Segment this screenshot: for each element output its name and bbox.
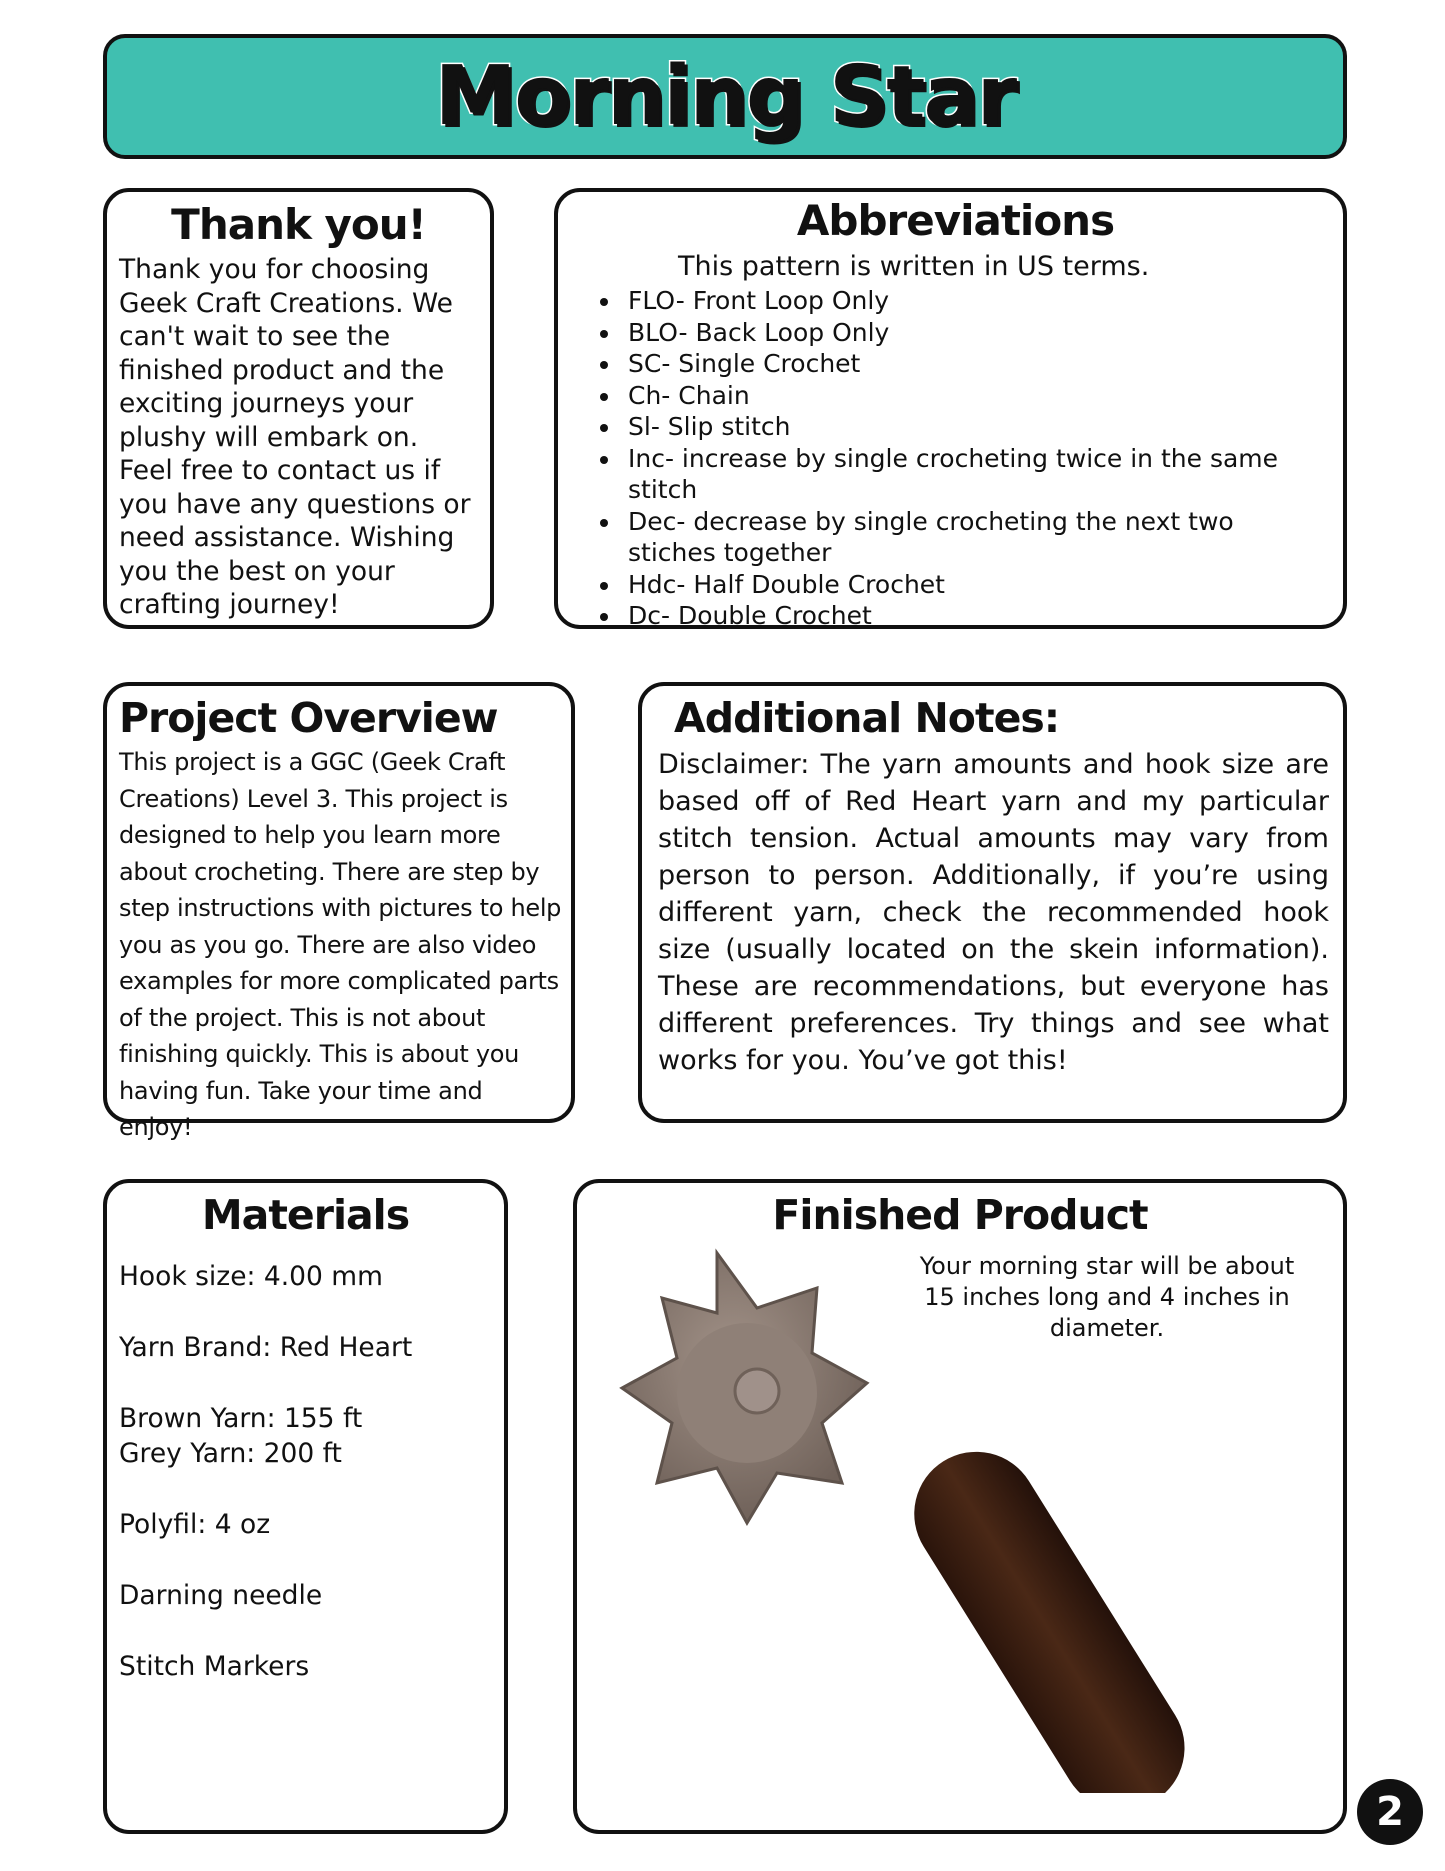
list-item: • Dec- decrease by single crocheting the next two stiches together (622, 506, 1323, 569)
list-item: • Hdc- Half Double Crochet (622, 569, 1323, 601)
project-overview-panel (103, 682, 575, 1141)
finished-product-description: Your morning star will be about 15 inches long and 4 inches in diameter. (919, 1252, 1295, 1342)
abbreviations-panel (554, 188, 1347, 629)
thank-you-text: Thank you for choosing Geek Craft Creations. We can't wait to see the finished product and the exciting journeys your plushy will embark on. Feel free to contact us if you have any questions or need assistance. Wishing you the best on your crafting journey! (119, 254, 471, 620)
title-banner (103, 34, 1347, 159)
page-title: Morning Star (434, 49, 1016, 144)
stitch-markers: Stitch Markers (119, 1651, 310, 1682)
morning-star-photo (607, 1233, 1307, 1793)
materials-panel (103, 1179, 508, 1834)
darning-needle: Darning needle (119, 1580, 323, 1611)
list-item: • Ch- Chain (622, 380, 1323, 412)
additional-notes-text: Disclaimer: The yarn amounts and hook size are based off of Red Heart yarn and my particular stitch tension. Actual amounts may vary from person to person. Additionally, if you’re using different yarn, check the recommended hook size (usually located on the skein information). These are recommendations, but everyone has different preferences. Try things and see what works for you. You’ve got this! (658, 749, 1329, 1076)
grey-yarn: Grey Yarn: 200 ft (119, 1438, 342, 1469)
list-item: • Dc- Double Crochet (622, 600, 1323, 632)
thank-you-panel (103, 188, 494, 629)
polyfil: Polyfil: 4 oz (119, 1509, 271, 1540)
list-item: • FLO- Front Loop Only (622, 285, 1323, 317)
additional-notes-panel (638, 682, 1347, 1123)
page-number-badge (1357, 1779, 1423, 1845)
mace-head (622, 1253, 867, 1523)
list-item: • Inc- increase by single crocheting twice in the same stitch (622, 443, 1323, 506)
brown-yarn: Brown Yarn: 155 ft (119, 1403, 363, 1434)
list-item: • SC- Single Crochet (622, 348, 1323, 380)
abbreviations-heading: Abbreviations (796, 196, 1115, 245)
materials-heading: Materials (201, 1191, 410, 1239)
thank-you-heading: Thank you! (171, 200, 426, 249)
finished-product-heading: Finished Product (772, 1191, 1148, 1239)
project-overview-text: This project is a GGC (Geek Craft Creations) Level 3. This project is designed to help you learn more about crocheting. There are step by step instructions with pictures to help you as you go. There are also video examples for more complicated parts of the project. This is not about finishing quickly. This is about you having fun. Take your time and enjoy! (119, 748, 562, 1141)
abbreviations-list (588, 285, 1323, 632)
project-overview-heading: Project Overview (119, 694, 498, 742)
additional-notes-heading: Additional Notes: (674, 694, 1060, 742)
list-item: • BLO- Back Loop Only (622, 317, 1323, 349)
hook-size: Hook size: 4.00 mm (119, 1261, 383, 1292)
list-item: • Sl- Slip stitch (622, 411, 1323, 443)
mace-handle (891, 1428, 1208, 1793)
abbreviations-intro: This pattern is written in US terms. (678, 251, 1150, 282)
page-number: 2 (1376, 1789, 1404, 1835)
finished-product-panel (573, 1179, 1347, 1834)
yarn-brand: Yarn Brand: Red Heart (119, 1332, 413, 1363)
